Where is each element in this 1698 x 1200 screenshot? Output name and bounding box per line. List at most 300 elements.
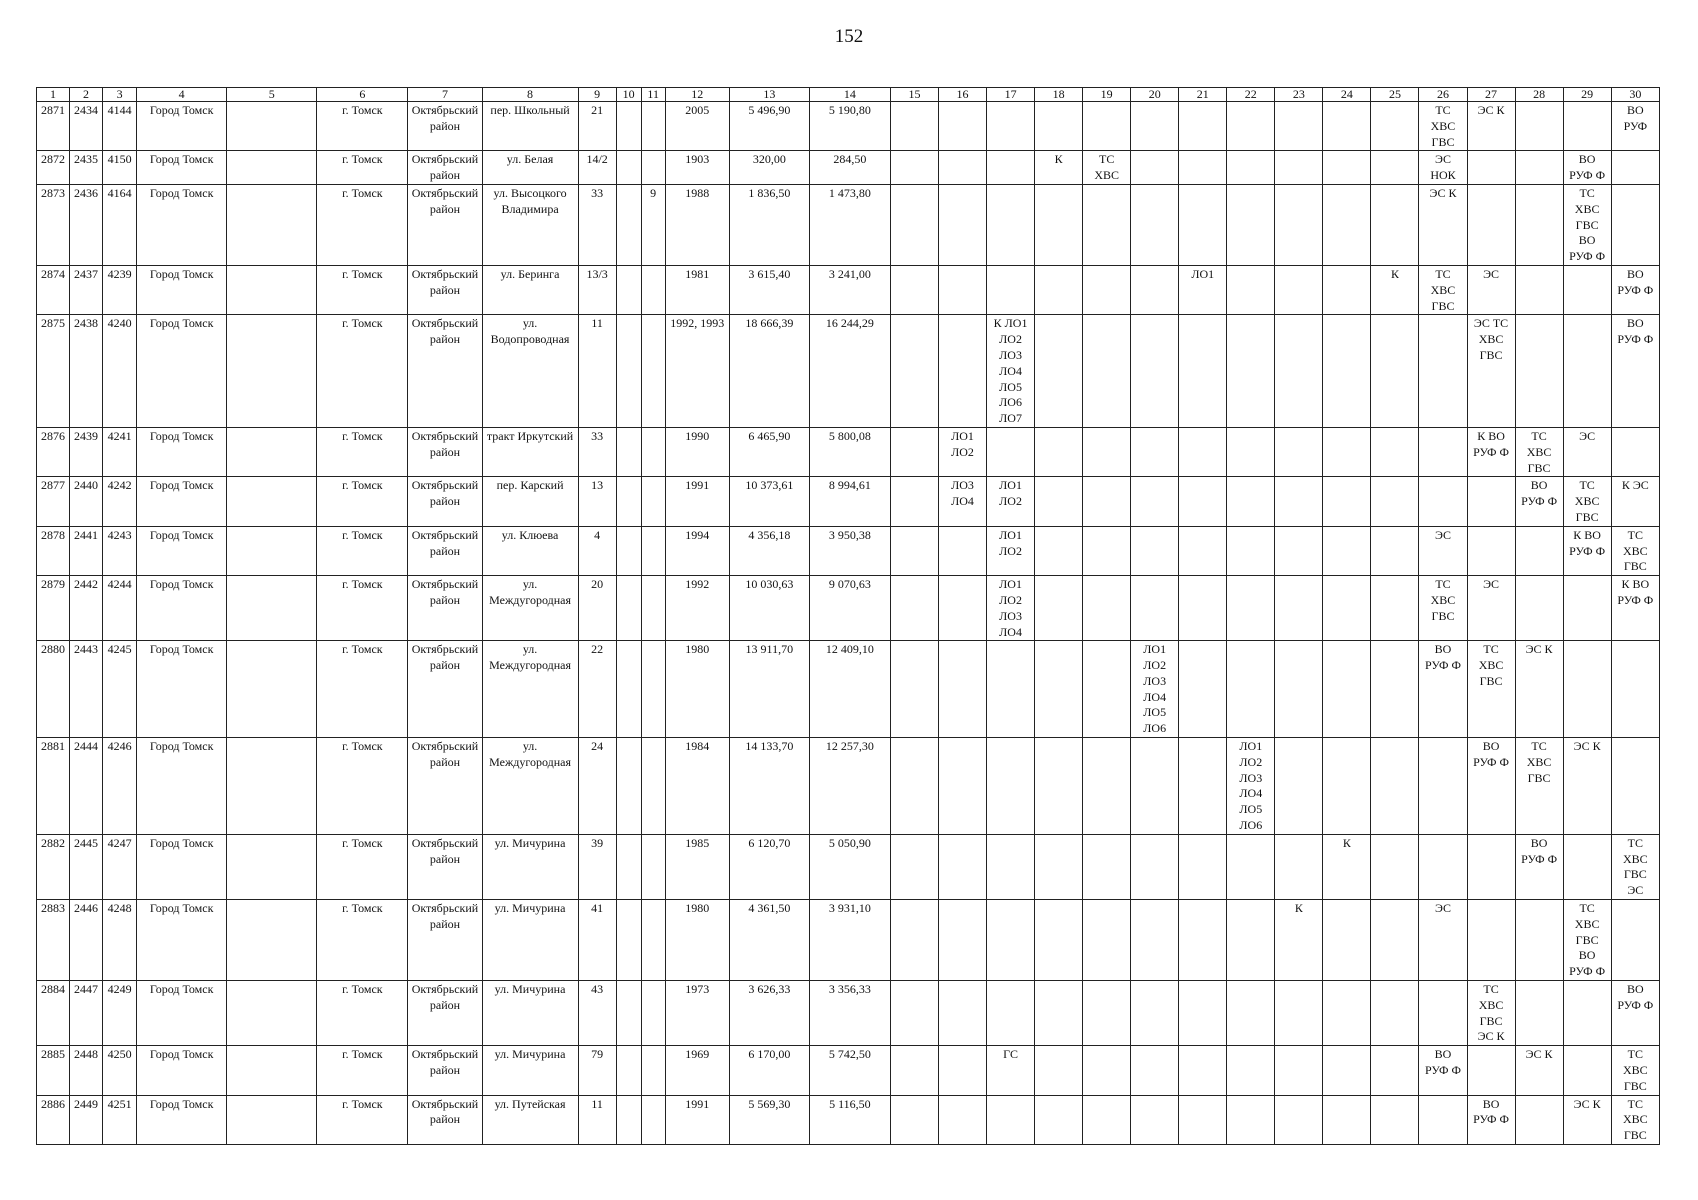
table-row (37, 427, 1660, 476)
table-cell-col-11 (641, 641, 665, 738)
table-cell-col-1: 2872 (37, 151, 70, 185)
table-cell-col-12: 1980 (665, 900, 729, 981)
table-cell-col-1: 2883 (37, 900, 70, 981)
table-cell-col-12: 1991 (665, 1095, 729, 1144)
table-cell-col-20 (1131, 576, 1179, 641)
table-cell-col-20 (1131, 1095, 1179, 1144)
table-cell-col-8: пер. Карский (482, 477, 578, 526)
table-cell-col-11 (641, 427, 665, 476)
table-cell-col-12: 1988 (665, 184, 729, 265)
column-number: 22 (1227, 88, 1275, 102)
table-cell-col-3: 4240 (103, 315, 137, 428)
table-cell-col-29 (1563, 1046, 1611, 1095)
table-cell-col-10 (616, 1095, 641, 1144)
table-cell-col-25 (1371, 981, 1419, 1046)
table-cell-col-16 (939, 184, 987, 265)
table-cell-col-26: ВО РУФ Ф (1419, 641, 1467, 738)
table-cell-col-25 (1371, 315, 1419, 428)
table-cell-col-19 (1083, 477, 1131, 526)
table-cell-col-19 (1083, 738, 1131, 835)
table-cell-col-8: ул. Белая (482, 151, 578, 185)
table-cell-col-26 (1419, 427, 1467, 476)
table-cell-col-8: ул. Мичурина (482, 900, 578, 981)
table-cell-col-12: 1994 (665, 526, 729, 575)
table-cell-col-18 (1035, 265, 1083, 314)
table-cell-col-15 (890, 576, 938, 641)
table-cell-col-5 (227, 427, 317, 476)
table-cell-col-16: ЛО1 ЛО2 (939, 427, 987, 476)
table-cell-col-24 (1323, 265, 1371, 314)
table-cell-col-6: г. Томск (317, 102, 408, 151)
table-row (37, 265, 1660, 314)
table-cell-col-24 (1323, 900, 1371, 981)
column-number: 26 (1419, 88, 1467, 102)
table-cell-col-2: 2448 (70, 1046, 103, 1095)
table-cell-col-6: г. Томск (317, 315, 408, 428)
table-cell-col-17 (987, 102, 1035, 151)
table-cell-col-22 (1227, 834, 1275, 899)
column-number: 10 (616, 88, 641, 102)
table-cell-col-10 (616, 526, 641, 575)
table-cell-col-15 (890, 1046, 938, 1095)
table-cell-col-18 (1035, 1046, 1083, 1095)
table-cell-col-13: 18 666,39 (729, 315, 809, 428)
table-cell-col-18 (1035, 834, 1083, 899)
table-cell-col-30: ВО РУФ Ф (1611, 981, 1659, 1046)
table-cell-col-5 (227, 526, 317, 575)
table-cell-col-21 (1179, 1046, 1227, 1095)
column-number: 7 (408, 88, 482, 102)
table-cell-col-14: 12 409,10 (809, 641, 890, 738)
table-cell-col-4: Город Томск (137, 641, 227, 738)
table-cell-col-21 (1179, 1095, 1227, 1144)
table-cell-col-30: К ВО РУФ Ф (1611, 576, 1659, 641)
table-cell-col-18 (1035, 526, 1083, 575)
table-cell-col-17: ЛО1 ЛО2 (987, 477, 1035, 526)
table-cell-col-3: 4248 (103, 900, 137, 981)
table-cell-col-4: Город Томск (137, 981, 227, 1046)
table-cell-col-12: 1992 (665, 576, 729, 641)
table-cell-col-16 (939, 102, 987, 151)
table-cell-col-19 (1083, 1095, 1131, 1144)
table-cell-col-19 (1083, 900, 1131, 981)
table-cell-col-26: ЭС (1419, 900, 1467, 981)
table-cell-col-22 (1227, 641, 1275, 738)
table-cell-col-16: ЛО3 ЛО4 (939, 477, 987, 526)
table-cell-col-6: г. Томск (317, 738, 408, 835)
table-cell-col-3: 4144 (103, 102, 137, 151)
table-cell-col-5 (227, 834, 317, 899)
table-cell-col-9: 33 (578, 184, 616, 265)
column-number: 28 (1515, 88, 1563, 102)
table-cell-col-30: ТС ХВС ГВС (1611, 1046, 1659, 1095)
table-cell-col-21 (1179, 834, 1227, 899)
table-cell-col-6: г. Томск (317, 477, 408, 526)
table-cell-col-22 (1227, 315, 1275, 428)
table-cell-col-19 (1083, 102, 1131, 151)
table-row (37, 900, 1660, 981)
table-cell-col-30 (1611, 184, 1659, 265)
table-cell-col-14: 1 473,80 (809, 184, 890, 265)
table-cell-col-8: ул. Междугородная (482, 641, 578, 738)
table-cell-col-10 (616, 641, 641, 738)
table-cell-col-26 (1419, 315, 1467, 428)
table-cell-col-7: Октябрьский район (408, 315, 482, 428)
table-cell-col-22 (1227, 981, 1275, 1046)
table-cell-col-6: г. Томск (317, 151, 408, 185)
table-cell-col-18 (1035, 477, 1083, 526)
table-cell-col-8: ул. Междугородная (482, 738, 578, 835)
table-cell-col-27: ЭС (1467, 265, 1515, 314)
table-cell-col-28: ВО РУФ Ф (1515, 834, 1563, 899)
table-cell-col-29 (1563, 315, 1611, 428)
table-cell-col-4: Город Томск (137, 315, 227, 428)
table-cell-col-2: 2443 (70, 641, 103, 738)
table-cell-col-20 (1131, 102, 1179, 151)
table-cell-col-28 (1515, 981, 1563, 1046)
table-cell-col-21 (1179, 477, 1227, 526)
table-cell-col-21 (1179, 427, 1227, 476)
table-cell-col-26: ЭС НОК (1419, 151, 1467, 185)
column-number-header (37, 88, 1660, 102)
table-cell-col-27: ЭС К (1467, 102, 1515, 151)
table-cell-col-28: ТС ХВС ГВС (1515, 738, 1563, 835)
table-cell-col-12: 1981 (665, 265, 729, 314)
table-cell-col-15 (890, 738, 938, 835)
table-cell-col-21 (1179, 900, 1227, 981)
table-cell-col-20: ЛО1 ЛО2 ЛО3 ЛО4 ЛО5 ЛО6 (1131, 641, 1179, 738)
table-cell-col-15 (890, 641, 938, 738)
table-cell-col-19 (1083, 981, 1131, 1046)
table-cell-col-26 (1419, 738, 1467, 835)
table-cell-col-22 (1227, 102, 1275, 151)
table-cell-col-15 (890, 102, 938, 151)
table-cell-col-21 (1179, 738, 1227, 835)
table-cell-col-30 (1611, 641, 1659, 738)
table-cell-col-6: г. Томск (317, 526, 408, 575)
table-cell-col-23 (1275, 981, 1323, 1046)
table-cell-col-30: ТС ХВС ГВС (1611, 526, 1659, 575)
table-cell-col-19 (1083, 427, 1131, 476)
table-cell-col-19: ТС ХВС (1083, 151, 1131, 185)
table-cell-col-5 (227, 315, 317, 428)
table-cell-col-5 (227, 1095, 317, 1144)
table-cell-col-13: 5 569,30 (729, 1095, 809, 1144)
table-cell-col-2: 2439 (70, 427, 103, 476)
table-body (37, 102, 1660, 1145)
table-cell-col-17 (987, 427, 1035, 476)
table-cell-col-9: 11 (578, 315, 616, 428)
table-cell-col-28 (1515, 576, 1563, 641)
table-cell-col-21 (1179, 151, 1227, 185)
table-row (37, 981, 1660, 1046)
table-cell-col-9: 41 (578, 900, 616, 981)
table-cell-col-8: ул. Междугородная (482, 576, 578, 641)
table-cell-col-11 (641, 981, 665, 1046)
table-cell-col-26 (1419, 477, 1467, 526)
table-cell-col-17 (987, 184, 1035, 265)
table-cell-col-15 (890, 981, 938, 1046)
table-cell-col-1: 2886 (37, 1095, 70, 1144)
table-cell-col-30 (1611, 738, 1659, 835)
table-cell-col-29: ТС ХВС ГВС ВО РУФ Ф (1563, 900, 1611, 981)
table-cell-col-21 (1179, 315, 1227, 428)
table-cell-col-14: 5 742,50 (809, 1046, 890, 1095)
table-cell-col-14: 12 257,30 (809, 738, 890, 835)
table-cell-col-5 (227, 738, 317, 835)
table-cell-col-17 (987, 265, 1035, 314)
table-cell-col-29: К ВО РУФ Ф (1563, 526, 1611, 575)
table-cell-col-21 (1179, 641, 1227, 738)
table-cell-col-2: 2449 (70, 1095, 103, 1144)
table-cell-col-17 (987, 641, 1035, 738)
table-cell-col-16 (939, 1095, 987, 1144)
table-cell-col-5 (227, 151, 317, 185)
table-cell-col-17 (987, 1095, 1035, 1144)
column-number: 29 (1563, 88, 1611, 102)
table-cell-col-7: Октябрьский район (408, 900, 482, 981)
table-cell-col-21: ЛО1 (1179, 265, 1227, 314)
table-cell-col-8: ул. Путейская (482, 1095, 578, 1144)
table-cell-col-2: 2440 (70, 477, 103, 526)
table-cell-col-6: г. Томск (317, 265, 408, 314)
table-cell-col-8: ул. Клюева (482, 526, 578, 575)
column-number: 17 (987, 88, 1035, 102)
table-cell-col-29: ВО РУФ Ф (1563, 151, 1611, 185)
table-cell-col-24 (1323, 477, 1371, 526)
table-row (37, 1046, 1660, 1095)
table-cell-col-25: К (1371, 265, 1419, 314)
table-cell-col-18 (1035, 1095, 1083, 1144)
table-cell-col-7: Октябрьский район (408, 102, 482, 151)
table-cell-col-22 (1227, 576, 1275, 641)
table-cell-col-29: ЭС К (1563, 738, 1611, 835)
table-cell-col-20 (1131, 900, 1179, 981)
table-cell-col-6: г. Томск (317, 834, 408, 899)
table-cell-col-23 (1275, 151, 1323, 185)
table-cell-col-1: 2876 (37, 427, 70, 476)
table-cell-col-16 (939, 738, 987, 835)
table-cell-col-1: 2879 (37, 576, 70, 641)
column-number: 3 (103, 88, 137, 102)
table-cell-col-26 (1419, 1095, 1467, 1144)
table-cell-col-9: 13 (578, 477, 616, 526)
table-cell-col-11 (641, 315, 665, 428)
table-cell-col-7: Октябрьский район (408, 265, 482, 314)
table-cell-col-14: 3 931,10 (809, 900, 890, 981)
table-cell-col-5 (227, 265, 317, 314)
table-cell-col-4: Город Томск (137, 427, 227, 476)
table-cell-col-24 (1323, 526, 1371, 575)
column-number: 18 (1035, 88, 1083, 102)
table-cell-col-17 (987, 151, 1035, 185)
table-cell-col-13: 10 030,63 (729, 576, 809, 641)
table-cell-col-4: Город Томск (137, 477, 227, 526)
column-number: 21 (1179, 88, 1227, 102)
table-cell-col-20 (1131, 477, 1179, 526)
column-number: 1 (37, 88, 70, 102)
table-cell-col-5 (227, 184, 317, 265)
table-cell-col-9: 33 (578, 427, 616, 476)
table-cell-col-3: 4249 (103, 981, 137, 1046)
table-cell-col-13: 3 626,33 (729, 981, 809, 1046)
table-cell-col-25 (1371, 184, 1419, 265)
table-cell-col-18 (1035, 981, 1083, 1046)
table-cell-col-2: 2438 (70, 315, 103, 428)
table-cell-col-29: ЭС К (1563, 1095, 1611, 1144)
table-cell-col-11 (641, 102, 665, 151)
table-cell-col-5 (227, 1046, 317, 1095)
table-cell-col-14: 5 800,08 (809, 427, 890, 476)
table-cell-col-29: ТС ХВС ГВС (1563, 477, 1611, 526)
table-cell-col-27: ТС ХВС ГВС ЭС К (1467, 981, 1515, 1046)
table-cell-col-17: ЛО1 ЛО2 (987, 526, 1035, 575)
table-cell-col-29: ЭС (1563, 427, 1611, 476)
table-cell-col-22: ЛО1 ЛО2 ЛО3 ЛО4 ЛО5 ЛО6 (1227, 738, 1275, 835)
table-cell-col-29: ТС ХВС ГВС ВО РУФ Ф (1563, 184, 1611, 265)
table-cell-col-12: 1991 (665, 477, 729, 526)
table-cell-col-23 (1275, 1046, 1323, 1095)
table-cell-col-7: Октябрьский район (408, 477, 482, 526)
column-number: 13 (729, 88, 809, 102)
table-cell-col-8: пер. Школьный (482, 102, 578, 151)
table-cell-col-7: Октябрьский район (408, 427, 482, 476)
table-cell-col-8: ул. Беринга (482, 265, 578, 314)
table-cell-col-20 (1131, 265, 1179, 314)
table-cell-col-6: г. Томск (317, 900, 408, 981)
table-cell-col-7: Октябрьский район (408, 151, 482, 185)
table-cell-col-22 (1227, 184, 1275, 265)
table-cell-col-1: 2878 (37, 526, 70, 575)
table-cell-col-28 (1515, 315, 1563, 428)
table-cell-col-26: ЭС (1419, 526, 1467, 575)
table-cell-col-4: Город Томск (137, 151, 227, 185)
page-number: 152 (834, 26, 864, 47)
table-cell-col-27 (1467, 477, 1515, 526)
column-number: 30 (1611, 88, 1659, 102)
table-row (37, 1095, 1660, 1144)
table-cell-col-13: 4 361,50 (729, 900, 809, 981)
table-cell-col-1: 2874 (37, 265, 70, 314)
table-cell-col-3: 4245 (103, 641, 137, 738)
table-cell-col-2: 2434 (70, 102, 103, 151)
table-cell-col-12: 2005 (665, 102, 729, 151)
table-cell-col-10 (616, 981, 641, 1046)
table-cell-col-3: 4242 (103, 477, 137, 526)
table-cell-col-9: 39 (578, 834, 616, 899)
table-cell-col-25 (1371, 427, 1419, 476)
table-cell-col-17 (987, 738, 1035, 835)
table-cell-col-27 (1467, 1046, 1515, 1095)
table-cell-col-9: 13/3 (578, 265, 616, 314)
table-cell-col-7: Октябрьский район (408, 184, 482, 265)
column-number: 4 (137, 88, 227, 102)
table-cell-col-21 (1179, 526, 1227, 575)
table-cell-col-4: Город Томск (137, 1046, 227, 1095)
table-cell-col-16 (939, 526, 987, 575)
table-cell-col-7: Октябрьский район (408, 1095, 482, 1144)
table-cell-col-14: 284,50 (809, 151, 890, 185)
table-cell-col-29 (1563, 265, 1611, 314)
table-cell-col-16 (939, 834, 987, 899)
table-cell-col-4: Город Томск (137, 526, 227, 575)
table-cell-col-4: Город Томск (137, 184, 227, 265)
table-cell-col-14: 3 241,00 (809, 265, 890, 314)
table-cell-col-23 (1275, 738, 1323, 835)
table-cell-col-30: ТС ХВС ГВС ЭС (1611, 834, 1659, 899)
table-cell-col-15 (890, 427, 938, 476)
table-cell-col-18: К (1035, 151, 1083, 185)
table-cell-col-28 (1515, 526, 1563, 575)
table-row (37, 834, 1660, 899)
table-cell-col-15 (890, 834, 938, 899)
table-cell-col-11 (641, 1095, 665, 1144)
table-cell-col-14: 3 950,38 (809, 526, 890, 575)
table-cell-col-22 (1227, 900, 1275, 981)
table-cell-col-3: 4150 (103, 151, 137, 185)
table-cell-col-27: ЭС ТС ХВС ГВС (1467, 315, 1515, 428)
table-row (37, 477, 1660, 526)
table-cell-col-20 (1131, 151, 1179, 185)
table-cell-col-23 (1275, 315, 1323, 428)
table-cell-col-18 (1035, 576, 1083, 641)
column-number: 16 (939, 88, 987, 102)
table-cell-col-24 (1323, 576, 1371, 641)
table-cell-col-6: г. Томск (317, 427, 408, 476)
table-cell-col-12: 1973 (665, 981, 729, 1046)
table-cell-col-19 (1083, 641, 1131, 738)
table-cell-col-19 (1083, 834, 1131, 899)
table-cell-col-15 (890, 151, 938, 185)
table-cell-col-23 (1275, 427, 1323, 476)
table-cell-col-10 (616, 265, 641, 314)
table-cell-col-11: 9 (641, 184, 665, 265)
table-cell-col-17: ЛО1 ЛО2 ЛО3 ЛО4 (987, 576, 1035, 641)
table-cell-col-16 (939, 900, 987, 981)
table-cell-col-18 (1035, 738, 1083, 835)
table-cell-col-30: ВО РУФ Ф (1611, 315, 1659, 428)
table-cell-col-16 (939, 641, 987, 738)
table-cell-col-24 (1323, 738, 1371, 835)
table-cell-col-5 (227, 641, 317, 738)
table-cell-col-23 (1275, 184, 1323, 265)
table-cell-col-27 (1467, 900, 1515, 981)
table-cell-col-24 (1323, 427, 1371, 476)
table-cell-col-11 (641, 900, 665, 981)
table-cell-col-25 (1371, 900, 1419, 981)
table-cell-col-8: ул. Мичурина (482, 981, 578, 1046)
table-cell-col-22 (1227, 427, 1275, 476)
table-cell-col-1: 2875 (37, 315, 70, 428)
table-cell-col-4: Город Томск (137, 900, 227, 981)
table-cell-col-28 (1515, 102, 1563, 151)
table-cell-col-30: ВО РУФ Ф (1611, 265, 1659, 314)
table-cell-col-8: ул. Водопроводная (482, 315, 578, 428)
table-cell-col-26: ЭС К (1419, 184, 1467, 265)
table-cell-col-19 (1083, 265, 1131, 314)
table-cell-col-11 (641, 265, 665, 314)
table-cell-col-12: 1992, 1993 (665, 315, 729, 428)
table-cell-col-2: 2442 (70, 576, 103, 641)
table-cell-col-20 (1131, 981, 1179, 1046)
column-number: 8 (482, 88, 578, 102)
column-number: 2 (70, 88, 103, 102)
table-cell-col-28 (1515, 900, 1563, 981)
table-cell-col-16 (939, 1046, 987, 1095)
table-cell-col-7: Октябрьский район (408, 576, 482, 641)
table-cell-col-14: 5 050,90 (809, 834, 890, 899)
table-cell-col-24 (1323, 151, 1371, 185)
